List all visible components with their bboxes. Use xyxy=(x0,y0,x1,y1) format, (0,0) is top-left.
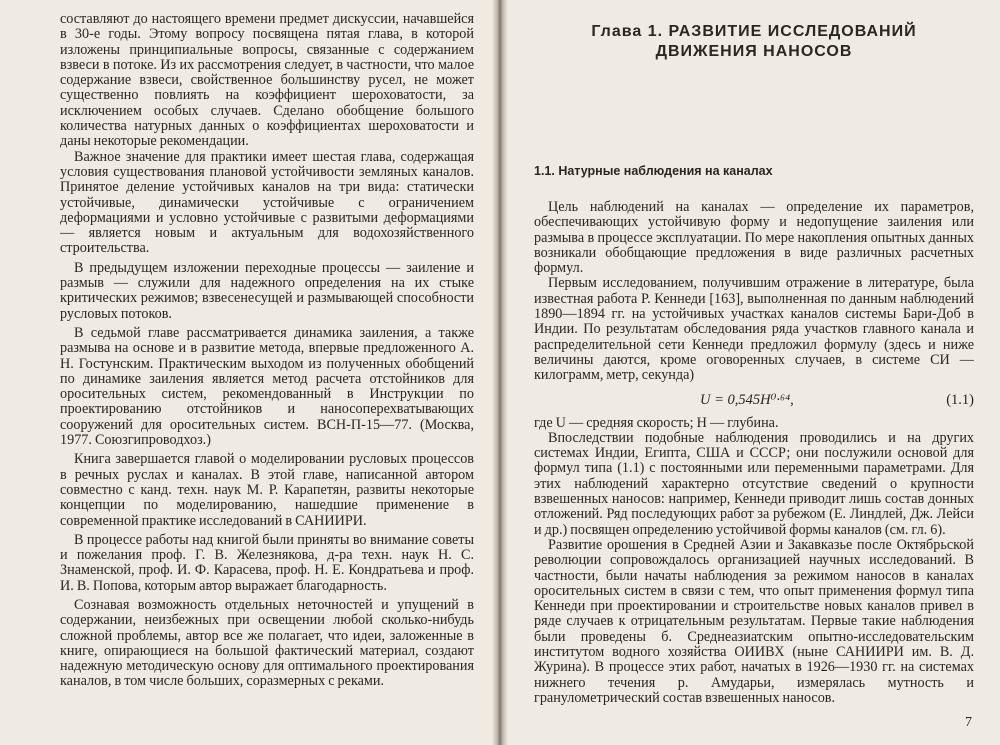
chapter-title-line-2: ДВИЖЕНИЯ НАНОСОВ xyxy=(655,43,853,60)
left-paragraph-5: Книга завершается главой о моделировании русловых процессов в речных руслах и каналах. В этой главе, написанной автором совместно с канд. техн. наук М. Р. Карапетян, развиты некоторые концепции по моделированию, нашедшие применение в современной практике исследований в САНИИРИ. xyxy=(60,451,474,529)
right-page xyxy=(508,0,1000,745)
left-paragraph-4: В седьмой главе рассматривается динамика заиления, а также размыва на основе и в развитие метода, впервые предложенного А. Н. Гостунским. Практическим выходом из полученных обобщений по динамике заиления является метод расчета отстойников для оросительных систем, рекомендованный в Инструкции по проектированию отстойников и наносоперехватывающих сооружений для оросительных систем. ВСН-П-15—77. (Москва, 1977. Союзгипроводхоз.) xyxy=(60,324,474,449)
left-paragraph-3: В предыдущем изложении переходные процессы — заиление и размыв — служили для надежного определения на их стыке критических режимов; взвесенесущей и размывающей способности русловых потоков. xyxy=(60,259,474,322)
formula-number: (1.1) xyxy=(946,391,974,408)
formula: U = 0,545H⁰·⁶⁴, xyxy=(700,391,794,408)
left-paragraph-2: Важное значение для практики имеет шестая глава, содержащая условия существования плановой устойчивости земляных каналов. Принятое деление устойчивых каналов на три вида: статически устойчивые, динамически устойчивые с ограничением деформациями и условно устойчивые с развитыми деформациями — является новым и актуальным для водохозяйственного строительства. xyxy=(60,148,474,257)
right-paragraph-4: Развитие орошения в Средней Азии и Закавказье после Октябрьской революции сопровождалось организацией научных исследований. В частности, были начаты наблюдения за режимом наносов в каналах оросительных систем в связи с тем, что опыт применения формул типа Кеннеди при проектировании и строительстве новых каналов привел в ряде случаев к отрицательным результатам. Первые такие наблюдения были проведены б. Среднеазиатским опытно-исследовательским институтом водного хозяйства ОИИВХ (ныне САНИИРИ им. В. Д. Журина). В процессе этих работ, начатых в 1926—1930 гг. на системах нижнего течения р. Амударьи, измерялась мутность и гранулометрический состав взвешенных наносов. xyxy=(534,536,974,706)
chapter-title-line-1: Глава 1. РАЗВИТИЕ ИССЛЕДОВАНИЙ xyxy=(591,23,917,40)
left-page xyxy=(0,0,492,745)
left-paragraph-7: Сознавая возможность отдельных неточностей и упущений в содержании, неизбежных при освещении любой сколько-нибудь сложной проблемы, автор все же полагает, что идеи, заложенные в книге, опирающиеся на большой фактический материал, создают надежную методическую основу для оптимального проектирования каналов, в том числе больших, соразмерных с реками. xyxy=(60,596,474,690)
section-title: 1.1. Натурные наблюдения на каналах xyxy=(534,164,773,178)
right-paragraph-1: Цель наблюдений на каналах — определение их параметров, обеспечивающих устойчивую форму и недопущение заиления или размыва в процессе эксплуатации. По мере накопления опытных данных возникали обобщающие предложения в виде различных расчетных формул. xyxy=(534,199,974,277)
formula-row xyxy=(534,390,974,416)
right-paragraph-2: Первым исследованием, получившим отражение в литературе, была известная работа Р. Кеннеди [163], выполненная по данным наблюдений 1890—1894 гг. на устойчивых участках каналов системы Бари-Доб в Индии. По результатам обследования ряда участков главного канала и распределительной сети Кеннеди предложил формулу (здесь и ниже величины даются, кроме оговоренных случаев, в системе СИ — килограмм, метр, секунда) xyxy=(534,275,974,384)
book-gutter xyxy=(492,0,508,745)
left-paragraph-6: В процессе работы над книгой были приняты во внимание советы и пожелания проф. Г. В. Железнякова, д-ра техн. наук Н. С. Знаменской, проф. И. Ф. Карасева, проф. Н. Е. Кондратьева и проф. И. В. Попова, которым автор выражает благодарность. xyxy=(60,531,474,594)
formula-legend: где U — средняя скорость; H — глубина. xyxy=(534,414,779,431)
right-paragraph-3: Впоследствии подобные наблюдения проводились и на других системах Индии, Египта, США и СССР; они послужили основой для формул типа (1.1) с постоянными или переменными параметрами. Для этих наблюдений характерно отсутствие сведений о крупности взвешенных наносов: например, Кеннеди приводит лишь состав донных отложений. Ряд последующих работ за рубежом (Е. Линдлей, Дж. Лейси и др.) посвящен определению устойчивой формы каналов (см. гл. 6). xyxy=(534,429,974,538)
left-paragraph-1: составляют до настоящего времени предмет дискуссии, начавшейся в 30-е годы. Этому вопросу посвящена пятая глава, в которой изложены принципиальные вопросы, связанные с содержанием взвеси в потоке. Из их рассмотрения следует, в частности, что малое содержание взвеси, свойственное большинству русел, не может существенно повлиять на коэффициент шероховатости, за исключением особых случаев. Сделано обобщение большого количества натурных данных о коэффициентах шероховатости и даны некоторые рекомендации. xyxy=(60,11,474,150)
page-number: 7 xyxy=(965,715,972,730)
